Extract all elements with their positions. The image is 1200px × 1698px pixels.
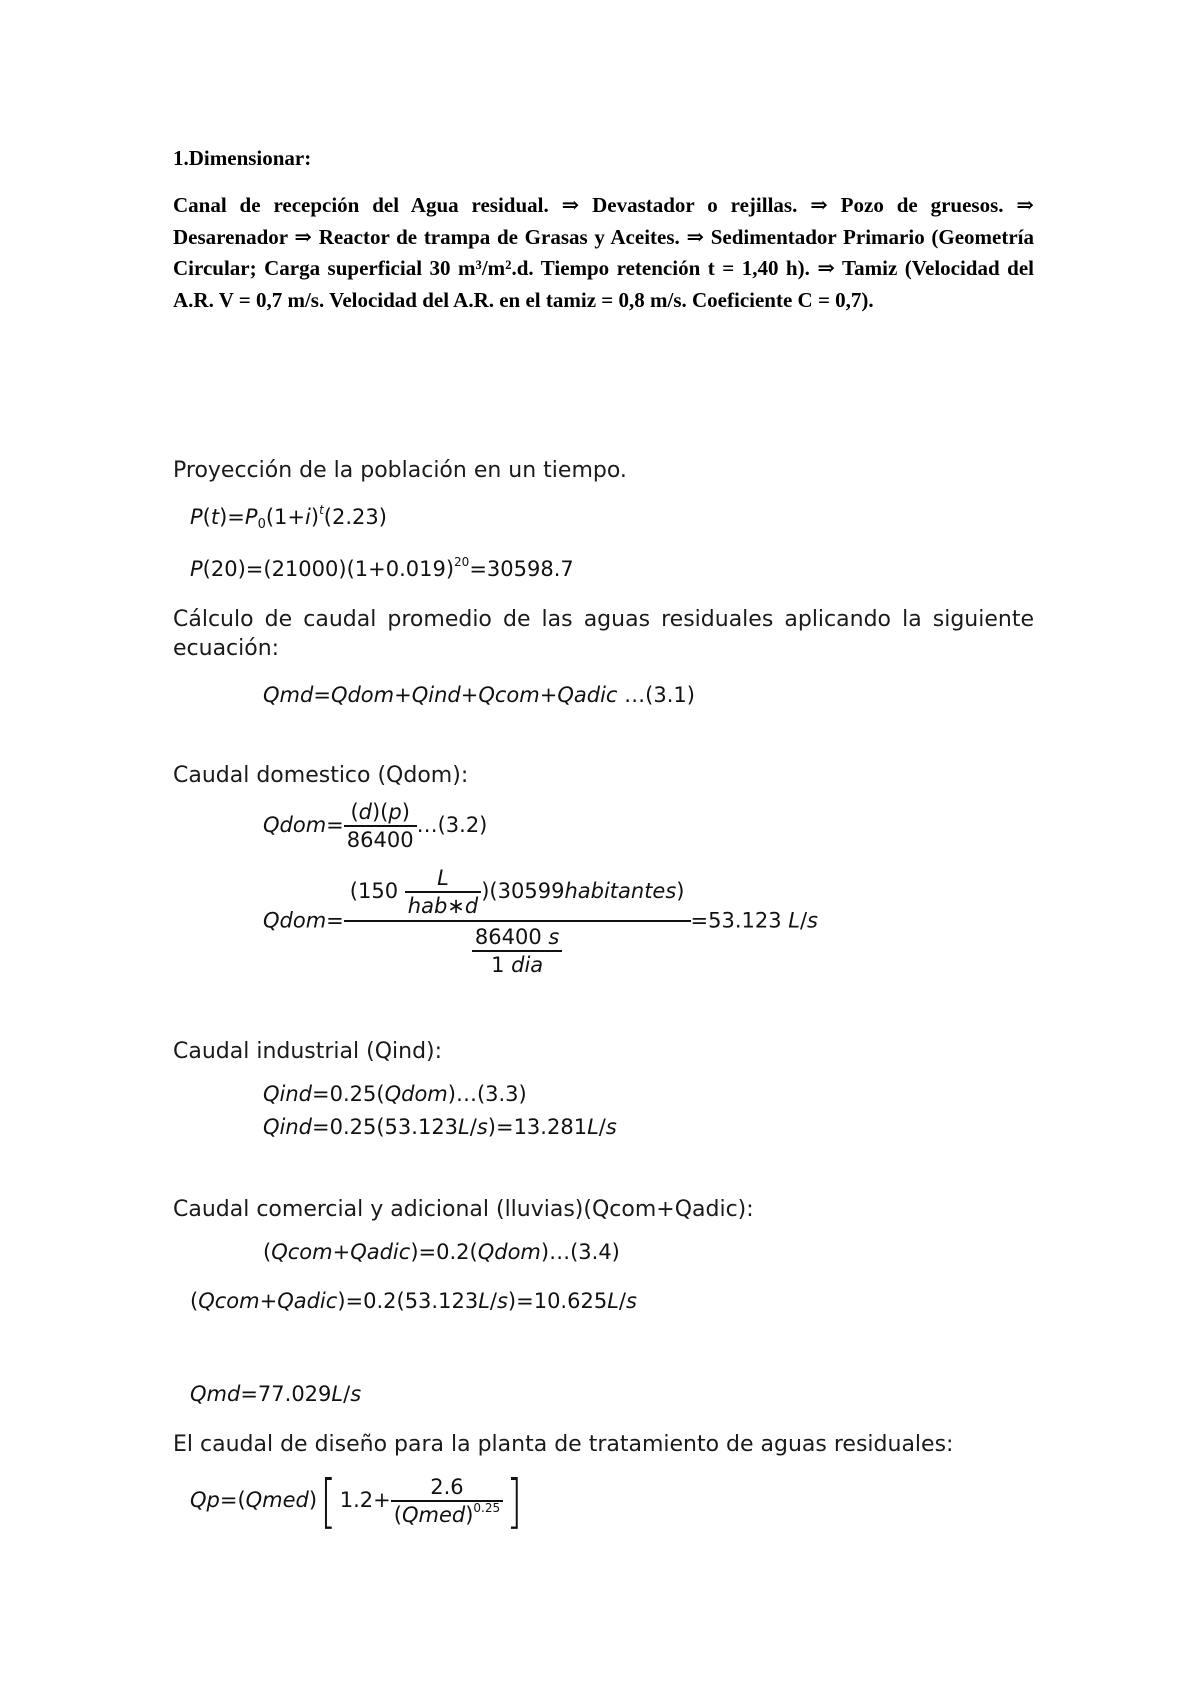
equation-qp: Qp=(Qmed)[ 1.2+ $\frac{2.6}{(Qmed)^{0.25}}$ ] bbox=[190, 1467, 523, 1535]
equation-population-20: $P(20)=(21000)(1+0.019)^{20}=30598.7$ bbox=[190, 555, 574, 581]
equation-qind-value: Qind=0.25(53.123L/s)=13.281L/s bbox=[263, 1115, 617, 1139]
equation-qcom-general: (Qcom+Qadic)=0.2(Qdom)…(3.4) bbox=[263, 1240, 620, 1264]
fraction: (150 $\frac{L}{\text{hab∗d}}$ )(30599habitantes) $\frac{86400 s}{\text{1 dia}}$ bbox=[344, 866, 691, 977]
exponent: 20 bbox=[454, 555, 470, 569]
fraction: $\frac{(d)(p)}{86400}$ bbox=[344, 800, 417, 852]
design-flow-text: El caudal de diseño para la planta de tratamiento de aguas residuales: bbox=[173, 1432, 954, 1457]
equation-result: =30598.7 bbox=[469, 557, 574, 581]
equation-result: =53.123 bbox=[690, 908, 782, 933]
equation-reference: …(3.3) bbox=[455, 1082, 527, 1106]
equation-values: (20)=(21000)(1+0.019) bbox=[202, 557, 455, 581]
equation-qdom-general: Qdom= $\frac{(d)(p)}{86400}$ …(3.2) bbox=[263, 800, 488, 852]
section-heading: 1.Dimensionar: bbox=[173, 146, 312, 170]
equation-qcom-value: (Qcom+Qadic)=0.2(53.123L/s)=10.625L/s bbox=[190, 1289, 637, 1313]
equation-reference: …(3.4) bbox=[549, 1240, 620, 1264]
intro-paragraph: Canal de recepción del Agua residual. ⇒ Devastador o rejillas. ⇒ Pozo de gruesos. ⇒ Desarenador ⇒ Reactor de trampa de Grasas y Aceites. ⇒ Sedimentador Primario (Geometría Circular; Carga superficial 30 m³/m².d. Tiempo retención t = 1,40 h). ⇒ Tamiz (Velocidad del A.R. V = 0,7 m/s. Velocidad del A.R. en el tamiz = 0,8 m/s. Coeficiente C = 0,7). bbox=[173, 193, 1034, 312]
equation-qind-general: Qind=0.25(Qdom)…(3.3) bbox=[263, 1082, 527, 1106]
equation-qmd: Qmd=Qdom+Qind+Qcom+Qadic …(3.1) bbox=[263, 683, 695, 707]
avg-flow-text: Cálculo de caudal promedio de las aguas residuales aplicando la siguiente ecuación: bbox=[173, 607, 1034, 661]
fraction: $\frac{2.6}{(Qmed)^{0.25}}$ bbox=[391, 1475, 503, 1527]
equation-population-general: $P(t)=P_0(1+i)^t(2.23)$ bbox=[190, 503, 387, 532]
domestic-text: Caudal domestico (Qdom): bbox=[173, 763, 469, 788]
industrial-text: Caudal industrial (Qind): bbox=[173, 1039, 443, 1064]
equation-qdom-value: Qdom= (150 $\frac{L}{\text{hab∗d}}$ )(30599habitantes) $\frac{86400 s}{\text{1 dia}}$ =53.123 L/s bbox=[263, 866, 818, 977]
commercial-text: Caudal comercial y adicional (lluvias)(Qcom+Qadic): bbox=[173, 1197, 754, 1222]
equation-qmd-total: Qmd=77.029L/s bbox=[190, 1382, 362, 1406]
projection-text: Proyección de la población en un tiempo. bbox=[173, 458, 627, 483]
equation-reference: …(3.1) bbox=[624, 683, 695, 707]
equation-reference: …(3.2) bbox=[416, 813, 488, 837]
equation-reference: (2.23) bbox=[323, 505, 387, 529]
